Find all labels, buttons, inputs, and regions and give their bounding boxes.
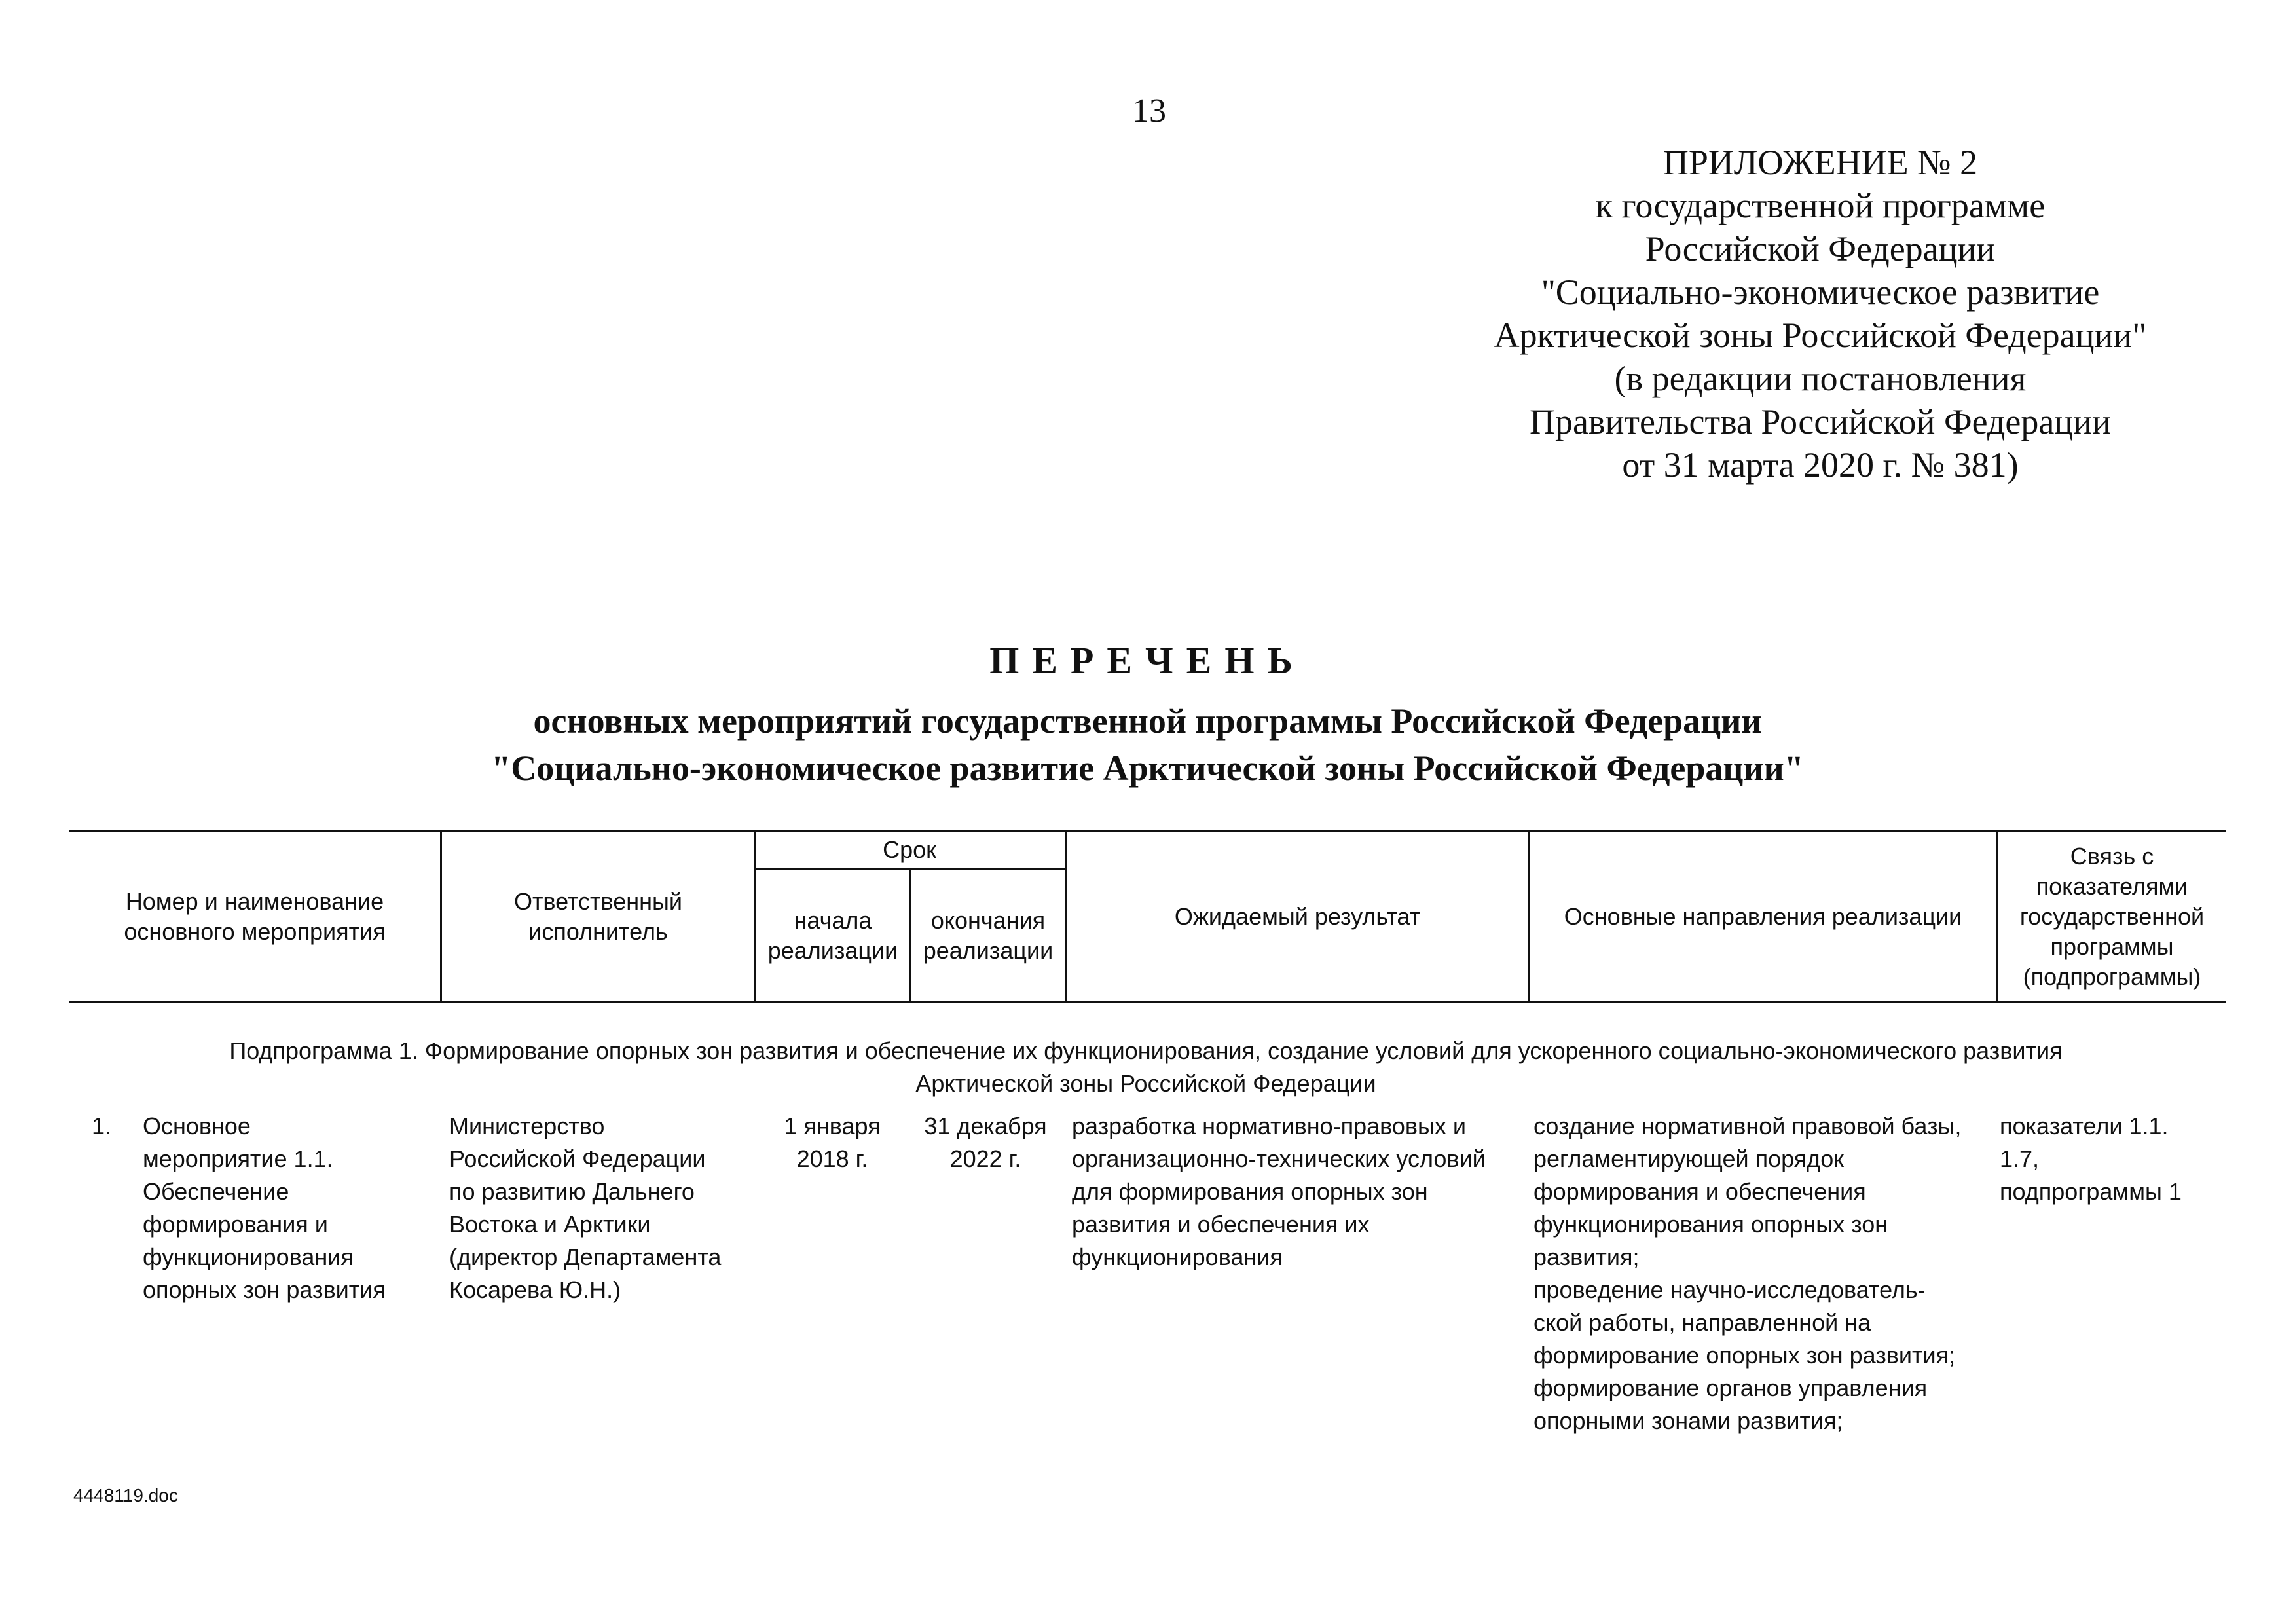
subprogram-heading: Подпрограмма 1. Формирование опорных зон развития и обеспечение их функционирования, создание условий для ускоренного социально-экономического развития Арктической зоны Российской Федерации (229, 1037, 2063, 1097)
header-srok: Срок (883, 836, 936, 863)
document-subtitle-line-2: "Социально-экономическое развитие Арктической зоны Российской Федерации" (491, 748, 1804, 788)
appendix-line: (в редакции постановления (1614, 359, 2027, 398)
row-number: 1. (92, 1113, 112, 1139)
document-subtitle-line-1: основных мероприятий государственной программы Российской Федерации (533, 701, 1762, 741)
row-start-date: 1 января 2018 г. (784, 1113, 881, 1172)
row-executor: Министерство Российской Федерации по развитию Дальнего Востока и Арктики (директор Департамента Косарева Ю.Н.) (449, 1113, 722, 1303)
row-expected-result: разработка нормативно-правовых и организационно-технических условий для формирования опорных зон развития и обеспечения их функционирования (1072, 1113, 1486, 1270)
header-executor: Ответственный исполнитель (513, 888, 683, 945)
appendix-line: ПРИЛОЖЕНИЕ № 2 (1662, 143, 1978, 182)
header-start: начала реализации (767, 906, 898, 964)
appendix-line: Арктической зоны Российской Федерации" (1494, 316, 2147, 355)
appendix-line: от 31 марта 2020 г. № 381) (1622, 445, 2019, 485)
header-end: окончания реализации (923, 906, 1054, 964)
row-activity-name: Основное мероприятие 1.1. Обеспечение формирования и функционирования опорных зон развития (143, 1113, 386, 1303)
header-indicator-link: Связь с показателями государственной программы (подпрограммы) (2019, 843, 2205, 990)
row-end-date: 31 декабря 2022 г. (924, 1113, 1047, 1172)
appendix-header (1414, 141, 2226, 487)
appendix-line: Российской Федерации (1645, 229, 1996, 268)
appendix-line: Правительства Российской Федерации (1530, 402, 2111, 441)
document-filename: 4448119.doc (73, 1485, 178, 1505)
appendix-line: к государственной программе (1595, 186, 2046, 225)
header-directions: Основные направления реализации (1564, 903, 1962, 930)
row-directions: создание нормативной правовой базы, регламентирующей порядок формирования и обеспечения функционирования опорных зон развития; проведение научно-исследователь- ской работы, направленной на формирование опорных зон развития; формирование органов управления опорными зонами развития; (1533, 1113, 1962, 1434)
document-title: ПЕРЕЧЕНЬ (989, 639, 1306, 682)
appendix-line: "Социально-экономическое развитие (1541, 272, 2100, 312)
header-activity-name: Номер и наименование основного мероприятия (124, 888, 386, 945)
header-expected-result: Ожидаемый результат (1174, 903, 1421, 930)
page-number: 13 (1132, 92, 1166, 130)
row-indicator-link: показатели 1.1. 1.7, подпрограммы 1 (2000, 1113, 2182, 1205)
table-header (69, 830, 2226, 1003)
